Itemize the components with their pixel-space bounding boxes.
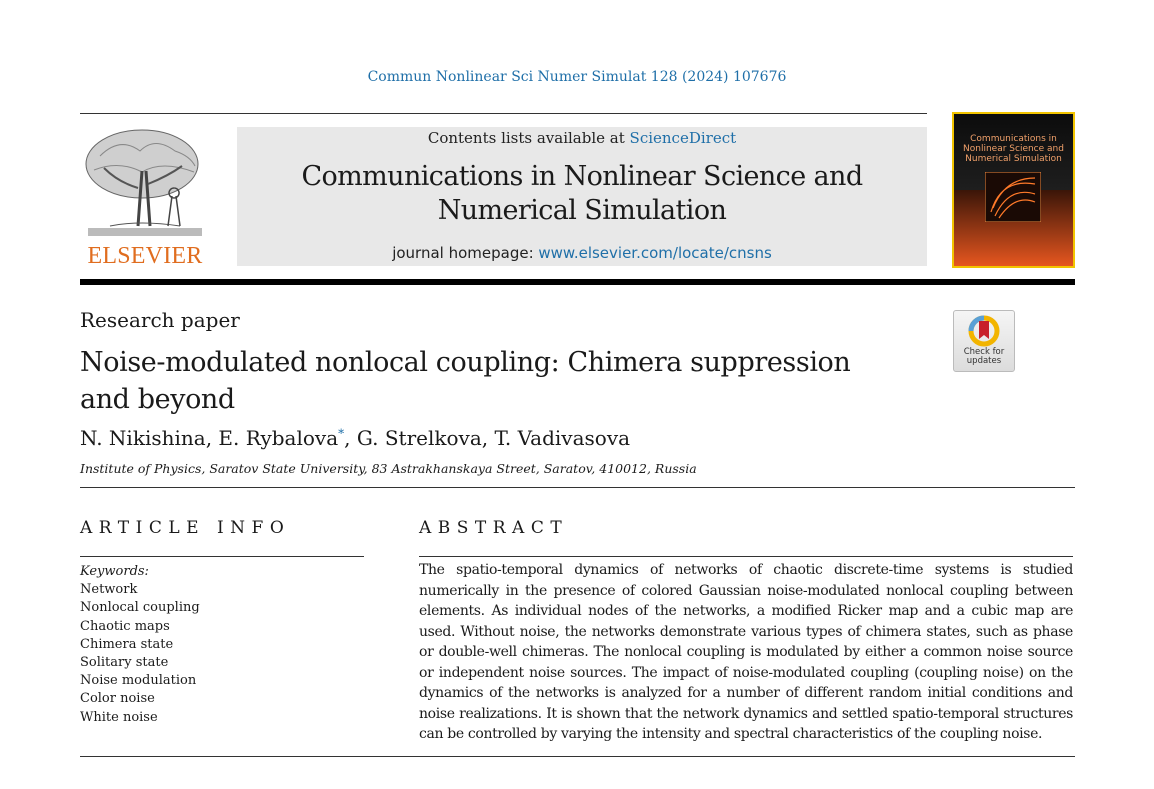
keyword-item: Noise modulation [80, 673, 197, 689]
elsevier-wordmark: ELSEVIER [87, 243, 203, 269]
keyword-item: White noise [80, 709, 158, 725]
keywords-label: Keywords: [80, 564, 149, 579]
corresponding-author-mark[interactable]: * [338, 426, 345, 441]
keyword-item: Chaotic maps [80, 618, 170, 634]
journal-cover-image[interactable] [952, 112, 1075, 268]
header-thick-rule [80, 279, 1075, 285]
abstract-heading: ABSTRACT [419, 518, 569, 538]
check-updates-label: Check for updates [963, 347, 1005, 366]
author-1[interactable]: N. Nikishina, [80, 426, 219, 450]
cover-title: Communications in Nonlinear Science and Numerical Simulation [963, 134, 1064, 164]
bottom-rule [80, 756, 1075, 757]
journal-title: Communications in Nonlinear Science and Numerical Simulation [301, 161, 863, 226]
journal-homepage-line [237, 244, 927, 262]
contents-prefix: Contents lists available at [427, 129, 630, 147]
abstract-rule [419, 556, 1073, 557]
paper-title: Noise-modulated nonlocal coupling: Chimera suppression and beyond [80, 347, 851, 415]
sciencedirect-link[interactable]: ScienceDirect [629, 129, 737, 147]
affiliation-rule [80, 487, 1075, 488]
check-for-updates-badge[interactable] [953, 310, 1015, 372]
keyword-item: Color noise [80, 691, 155, 707]
homepage-prefix: journal homepage: [392, 244, 539, 262]
keyword-item: Chimera state [80, 636, 174, 652]
article-info-heading: ARTICLE INFO [80, 518, 291, 538]
citation-link[interactable]: Commun Nonlinear Sci Numer Simulat 128 (2024) 107676 [367, 69, 787, 85]
keyword-item: Solitary state [80, 655, 169, 671]
abstract-body: The spatio-temporal dynamics of networks of chaotic discrete-time systems is studied numerically in the presence of colored Gaussian noise-modulated nonlocal coupling between elements. As individual nodes of the networks, a modified Ricker map and a cubic map are used. Without noise, the networks demonstrate various types of chimera states, such as phase or double-well chimeras. The nonlocal coupling is modulated by either a common noise source or independent noise sources. The impact of noise-modulated coupling (coupling noise) on the dynamics of the networks is analyzed for a number of different random initial conditions and noise realizations. It is shown that the network dynamics and settled spatio-temporal structures can be controlled by varying the intensity and spectral characteristics of the coupling noise. [419, 562, 1073, 742]
article-type: Research paper [80, 308, 240, 332]
contents-line [237, 129, 927, 147]
keyword-item: Network [80, 582, 138, 598]
author-list [80, 426, 630, 450]
keywords-list [80, 563, 200, 727]
check-updates-icon [968, 315, 1000, 347]
author-2[interactable]: E. Rybalova [218, 426, 339, 450]
journal-citation[interactable] [0, 69, 1154, 85]
homepage-link[interactable]: www.elsevier.com/locate/cnsns [538, 244, 772, 262]
journal-masthead [237, 127, 927, 266]
header-rule [80, 113, 927, 114]
cover-fractal-art [985, 172, 1041, 222]
article-info-rule [80, 556, 364, 557]
author-3[interactable]: , G. Strelkova, T. Vadivasova [344, 426, 631, 450]
affiliation: Institute of Physics, Saratov State University, 83 Astrakhanskaya Street, Saratov, 410012, Russia [80, 461, 697, 476]
keyword-item: Nonlocal coupling [80, 600, 200, 616]
